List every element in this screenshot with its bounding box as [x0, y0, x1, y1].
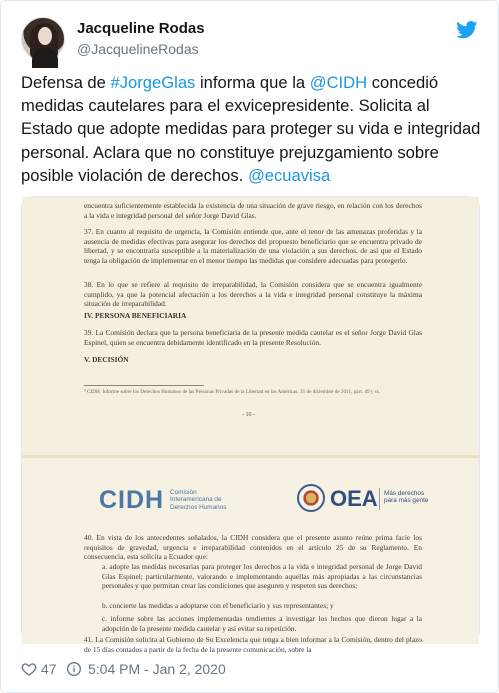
- cidh-sub-line: Derechos Humanos: [170, 503, 227, 511]
- tweet-text-part: Defensa de: [21, 73, 111, 92]
- mention-link[interactable]: @CIDH: [309, 73, 368, 92]
- tweet-timestamp[interactable]: 5:04 PM - Jan 2, 2020: [88, 661, 226, 677]
- oea-emblem-icon: [297, 484, 325, 512]
- doc-paragraph-41: 41. La Comisión solicita al Gobierno de Su Excelencia que tenga a bien informar a la Comisión, dentro del plazo de 15 días contados a partir de la fecha de la presente comunicación, sobre la: [84, 635, 422, 654]
- doc-item-b: b. concierte las medidas a adoptarse con el beneficiario y sus representantes; y: [102, 601, 334, 610]
- tweet-footer: [21, 659, 481, 681]
- tweet-media-image[interactable]: [21, 196, 480, 654]
- cidh-logo: CIDH: [99, 486, 165, 514]
- doc-heading-v: V. DECISIÓN: [84, 355, 129, 364]
- oea-slogan: [384, 490, 428, 505]
- like-count[interactable]: 47: [41, 661, 57, 677]
- doc-paragraph-38: 38. En lo que se refiere al requisito de irreparabilidad, la Comisión considera que se encuentra igualmente cumplido, ya que la potencial afectación a los derechos a la vida e integridad personal constituye la máxima situación de irreparabilidad.: [84, 280, 422, 309]
- doc-item-c: c. informe sobre las acciones implementadas tendientes a investigar los hechos que dieron lugar a la adopción de la presente medida cautelar y así evitar su repetición.: [102, 614, 422, 633]
- cidh-sub-line: Interamericana de: [170, 496, 222, 504]
- doc-heading-iv: IV. PERSONA BENEFICIARIA: [84, 311, 187, 320]
- logo-divider: [379, 488, 380, 510]
- oea-slogan-line: para más gente: [384, 497, 429, 505]
- doc-paragraph-37: 37. En cuanto al requisito de urgencia, la Comisión entiende que, ante el tenor de las amenazas proferidas y la ausencia de medidas efectivas para asegurar los derechos del propuesto beneficiario que se encuentra privado de libertad, y se encontraría susceptible a la materialización de una violación a sus derechos, de así que el Estado tenga la obligación de implementar en el menor tiempo las medidas que considere adecuadas para protegerlo.: [84, 227, 422, 265]
- oea-logo: OEA: [330, 486, 378, 511]
- author-name[interactable]: Jacqueline Rodas: [77, 20, 205, 37]
- info-icon[interactable]: [66, 661, 82, 677]
- doc-paragraph: encuentra suficientemente establecida la existencia de una situación de grave riesgo, en relación con los derechos a la vida e integridad personal del señor Jorge David Glas.: [84, 201, 422, 220]
- oea-slogan-line: Más derechos: [384, 490, 425, 497]
- avatar-face: [38, 27, 52, 45]
- tweet-text-part: concedió medidas cautelares para el exvicepresidente. Solicita al Estado que adopte medidas para proteger su vida e integridad personal. Aclara que no constituye prejuzgamiento sobre posible violación de derechos.: [21, 73, 481, 185]
- page-number: - 10 -: [242, 412, 255, 418]
- heart-icon[interactable]: [21, 661, 37, 677]
- doc-footnote: ⁹ CIDH, Informe sobre los Derechos Humanos de las Personas Privadas de la Libertad en las Américas, 31 de diciembre de 2011, párr. 49 y ss.: [84, 389, 381, 395]
- hashtag-link[interactable]: #JorgeGlas: [110, 73, 196, 92]
- tweet-header: [21, 17, 480, 63]
- twitter-bird-icon[interactable]: [456, 21, 478, 39]
- doc-item-a: a. adopte las medidas necesarias para proteger los derechos a la vida e integridad personal de Jorge David Glas Espinel; particularmente, valorando e implementando aquellas más apropiadas a las circunstancias personales y que permitan crear las condiciones que aseguren y respeten sus derechos;: [102, 562, 422, 591]
- doc-paragraph-40: 40. En vista de los antecedentes señalados, la CIDH considera que el presente asunto reúne prima facie los requisitos de gravedad, urgencia e irreparabilidad contenidos en el artículo 25 de su Reglamento. En consecuencia, esta solicita a Ecuador que:: [84, 533, 422, 562]
- author-handle[interactable]: @JacquelineRodas: [77, 41, 199, 57]
- cidh-sub-line: Comisión: [170, 489, 197, 496]
- tweet-text: [21, 71, 483, 187]
- mention-link[interactable]: @ecuavisa: [247, 165, 331, 185]
- tweet-text-part: informa que la: [195, 73, 310, 92]
- avatar-body: [32, 48, 58, 68]
- document-page-2: [22, 458, 479, 654]
- footnote-rule: [84, 385, 204, 386]
- avatar[interactable]: [21, 17, 65, 61]
- doc-paragraph-39: 39. La Comisión declara que la persona beneficiaria de la presente medida cautelar es el señor Jorge David Glas Espinel, quien se encuentra debidamente identificado en la presente Resolución.: [84, 328, 422, 347]
- cidh-logo-subtitle: [170, 489, 226, 511]
- document-page-1: [22, 197, 479, 455]
